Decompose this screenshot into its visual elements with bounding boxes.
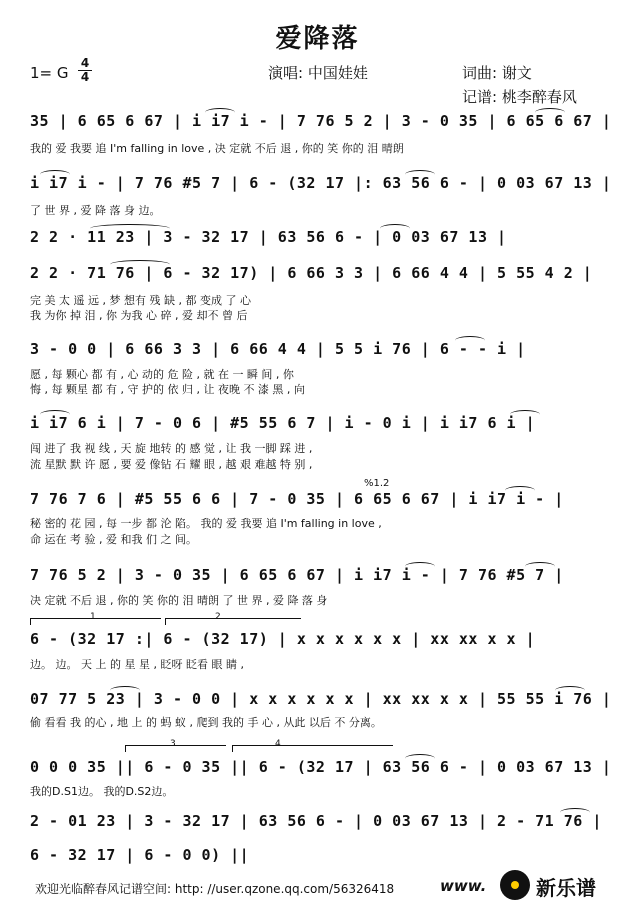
lyrics-row-1-line-1: 我的 爱 我要 追 I'm falling in love , 决 定就 不后 退 , 你的 笑 你的 泪 晴朗 (30, 142, 404, 155)
site-logo: 新乐谱 (536, 876, 596, 900)
lyrics-row-4-line-2: 我 为你 掉 泪 , 你 为我 心 碎 , 爱 却不 曾 后 (30, 309, 248, 322)
slur-mark (525, 562, 555, 571)
site-prefix: www. (440, 877, 487, 895)
notes-row-2: i i7 i - | 7 76 #5 7 | 6 - (32 17 |: 63 56 6 - | 0 03 67 13 | (30, 174, 612, 192)
notes-row-3: 2 2 · 11 23 | 3 - 32 17 | 63 56 6 - | 0 03 67 13 | (30, 228, 507, 246)
time-signature-top: 4 (80, 56, 90, 70)
volta-2-bracket (165, 618, 301, 625)
volta-3-number: 3 (170, 739, 176, 749)
time-signature (78, 58, 92, 83)
lyrics-row-2-line-1: 了 世 界 , 爱 降 落 身 边。 (30, 204, 161, 217)
lyrics-row-6-line-2: 流 星默 默 许 愿 , 要 爱 像钻 石 耀 眼 , 越 艰 难越 特 别 , (30, 458, 313, 471)
slur-mark (40, 170, 70, 179)
slur-mark (405, 562, 435, 571)
footer-text: 欢迎光临醉春风记谱空间: http: //user.qzone.qq.com/56326418 (35, 882, 395, 896)
notes-row-8: 7 76 5 2 | 3 - 0 35 | 6 65 6 67 | i i7 i - | 7 76 #5 7 | (30, 566, 564, 584)
notes-row-5: 3 - 0 0 | 6 66 3 3 | 6 66 4 4 | 5 5 i 76 | 6 - - i | (30, 340, 526, 358)
lyrics-row-7-line-2: 命 运在 考 验 , 爱 和我 们 之 间。 (30, 533, 197, 546)
notes-row-4: 2 2 · 71 76 | 6 - 32 17) | 6 66 3 3 | 6 66 4 4 | 5 55 4 2 | (30, 264, 593, 282)
slur-mark (40, 410, 70, 419)
transcriber-credit: 记谱: 桃李醉春风 (462, 88, 577, 106)
time-signature-bottom: 4 (80, 70, 90, 84)
lyrics-row-4-line-1: 完 美 太 遥 远 , 梦 想有 残 缺 , 都 变成 了 心 (30, 294, 251, 307)
segno-mark: %1.2 (364, 478, 390, 489)
slur-mark (510, 410, 540, 419)
notes-row-1: 35 | 6 65 6 67 | i i7 i - | 7 76 5 2 | 3 - 0 35 | 6 65 6 67 | (30, 112, 612, 130)
volta-1-number: 1 (90, 612, 96, 622)
lyrics-row-10-line-1: 偷 看看 我 的心 , 地 上 的 蚂 蚁 , 爬到 我的 手 心 , 从此 以后 不 分离。 (30, 716, 382, 729)
notes-row-6: i i7 6 i | 7 - 0 6 | #5 55 6 7 | i - 0 i | i i7 6 i | (30, 414, 536, 432)
page-title: 爱降落 (275, 24, 360, 54)
notes-row-11: 0 0 0 35 || 6 - 0 35 || 6 - (32 17 | 63 56 6 - | 0 03 67 13 | (30, 758, 612, 776)
lyrics-row-8-line-1: 决 定就 不后 退 , 你的 笑 你的 泪 晴朗 了 世 界 , 爱 降 落 身 (30, 594, 328, 607)
slur-mark (505, 486, 535, 495)
notes-row-13: 6 - 32 17 | 6 - 0 0) || (30, 846, 250, 864)
slur-mark (405, 754, 435, 763)
volta-4-number: 4 (275, 739, 281, 749)
slur-mark (535, 108, 565, 117)
notes-row-10: 07 77 5 23 | 3 - 0 0 | x x x x x x | xx xx x x | 55 55 i 76 | (30, 690, 612, 708)
slur-mark (555, 686, 585, 695)
lyrics-row-7-line-1: 秘 密的 花 园 , 每 一步 都 沦 陷。 我的 爱 我要 追 I'm falling in love , (30, 517, 382, 530)
slur-mark (560, 808, 590, 817)
lyricist-composer-credit: 词曲: 谢文 (462, 64, 532, 82)
music-disc-icon (500, 870, 530, 900)
notes-row-12: 2 - 01 23 | 3 - 32 17 | 63 56 6 - | 0 03 67 13 | 2 - 71 76 | (30, 812, 602, 830)
slur-mark (110, 260, 170, 269)
volta-2-number: 2 (215, 612, 221, 622)
slur-mark (380, 224, 410, 233)
slur-mark (90, 224, 170, 233)
singer-credit: 演唱: 中国娃娃 (268, 64, 368, 82)
notes-row-9: 6 - (32 17 :| 6 - (32 17) | x x x x x x | xx xx x x | (30, 630, 536, 648)
lyrics-row-5-line-1: 愿 , 每 颗心 都 有 , 心 动的 危 险 , 就 在 一 瞬 间 , 你 (30, 368, 294, 381)
notes-row-7: 7 76 7 6 | #5 55 6 6 | 7 - 0 35 | 6 65 6 67 | i i7 i - | (30, 490, 564, 508)
slur-mark (205, 108, 235, 117)
lyrics-row-11-line-1: 我的D.S1边。 我的D.S2边。 (30, 785, 174, 798)
slur-mark (110, 686, 140, 695)
lyrics-row-6-line-1: 闯 进了 我 视 线 , 天 旋 地转 的 感 觉 , 让 我 一脚 踩 进 , (30, 442, 313, 455)
lyrics-row-9-line-1: 边。 边。 天 上 的 星 星 , 眨呀 眨看 眼 睛 , (30, 658, 244, 671)
slur-mark (405, 170, 435, 179)
volta-4-bracket (232, 745, 393, 752)
key-signature: 1= G (30, 64, 69, 82)
lyrics-row-5-line-2: 悔 , 每 颗星 都 有 , 守 护的 依 归 , 让 夜晚 不 漆 黑 , 向 (30, 383, 305, 396)
slur-mark (455, 336, 485, 345)
